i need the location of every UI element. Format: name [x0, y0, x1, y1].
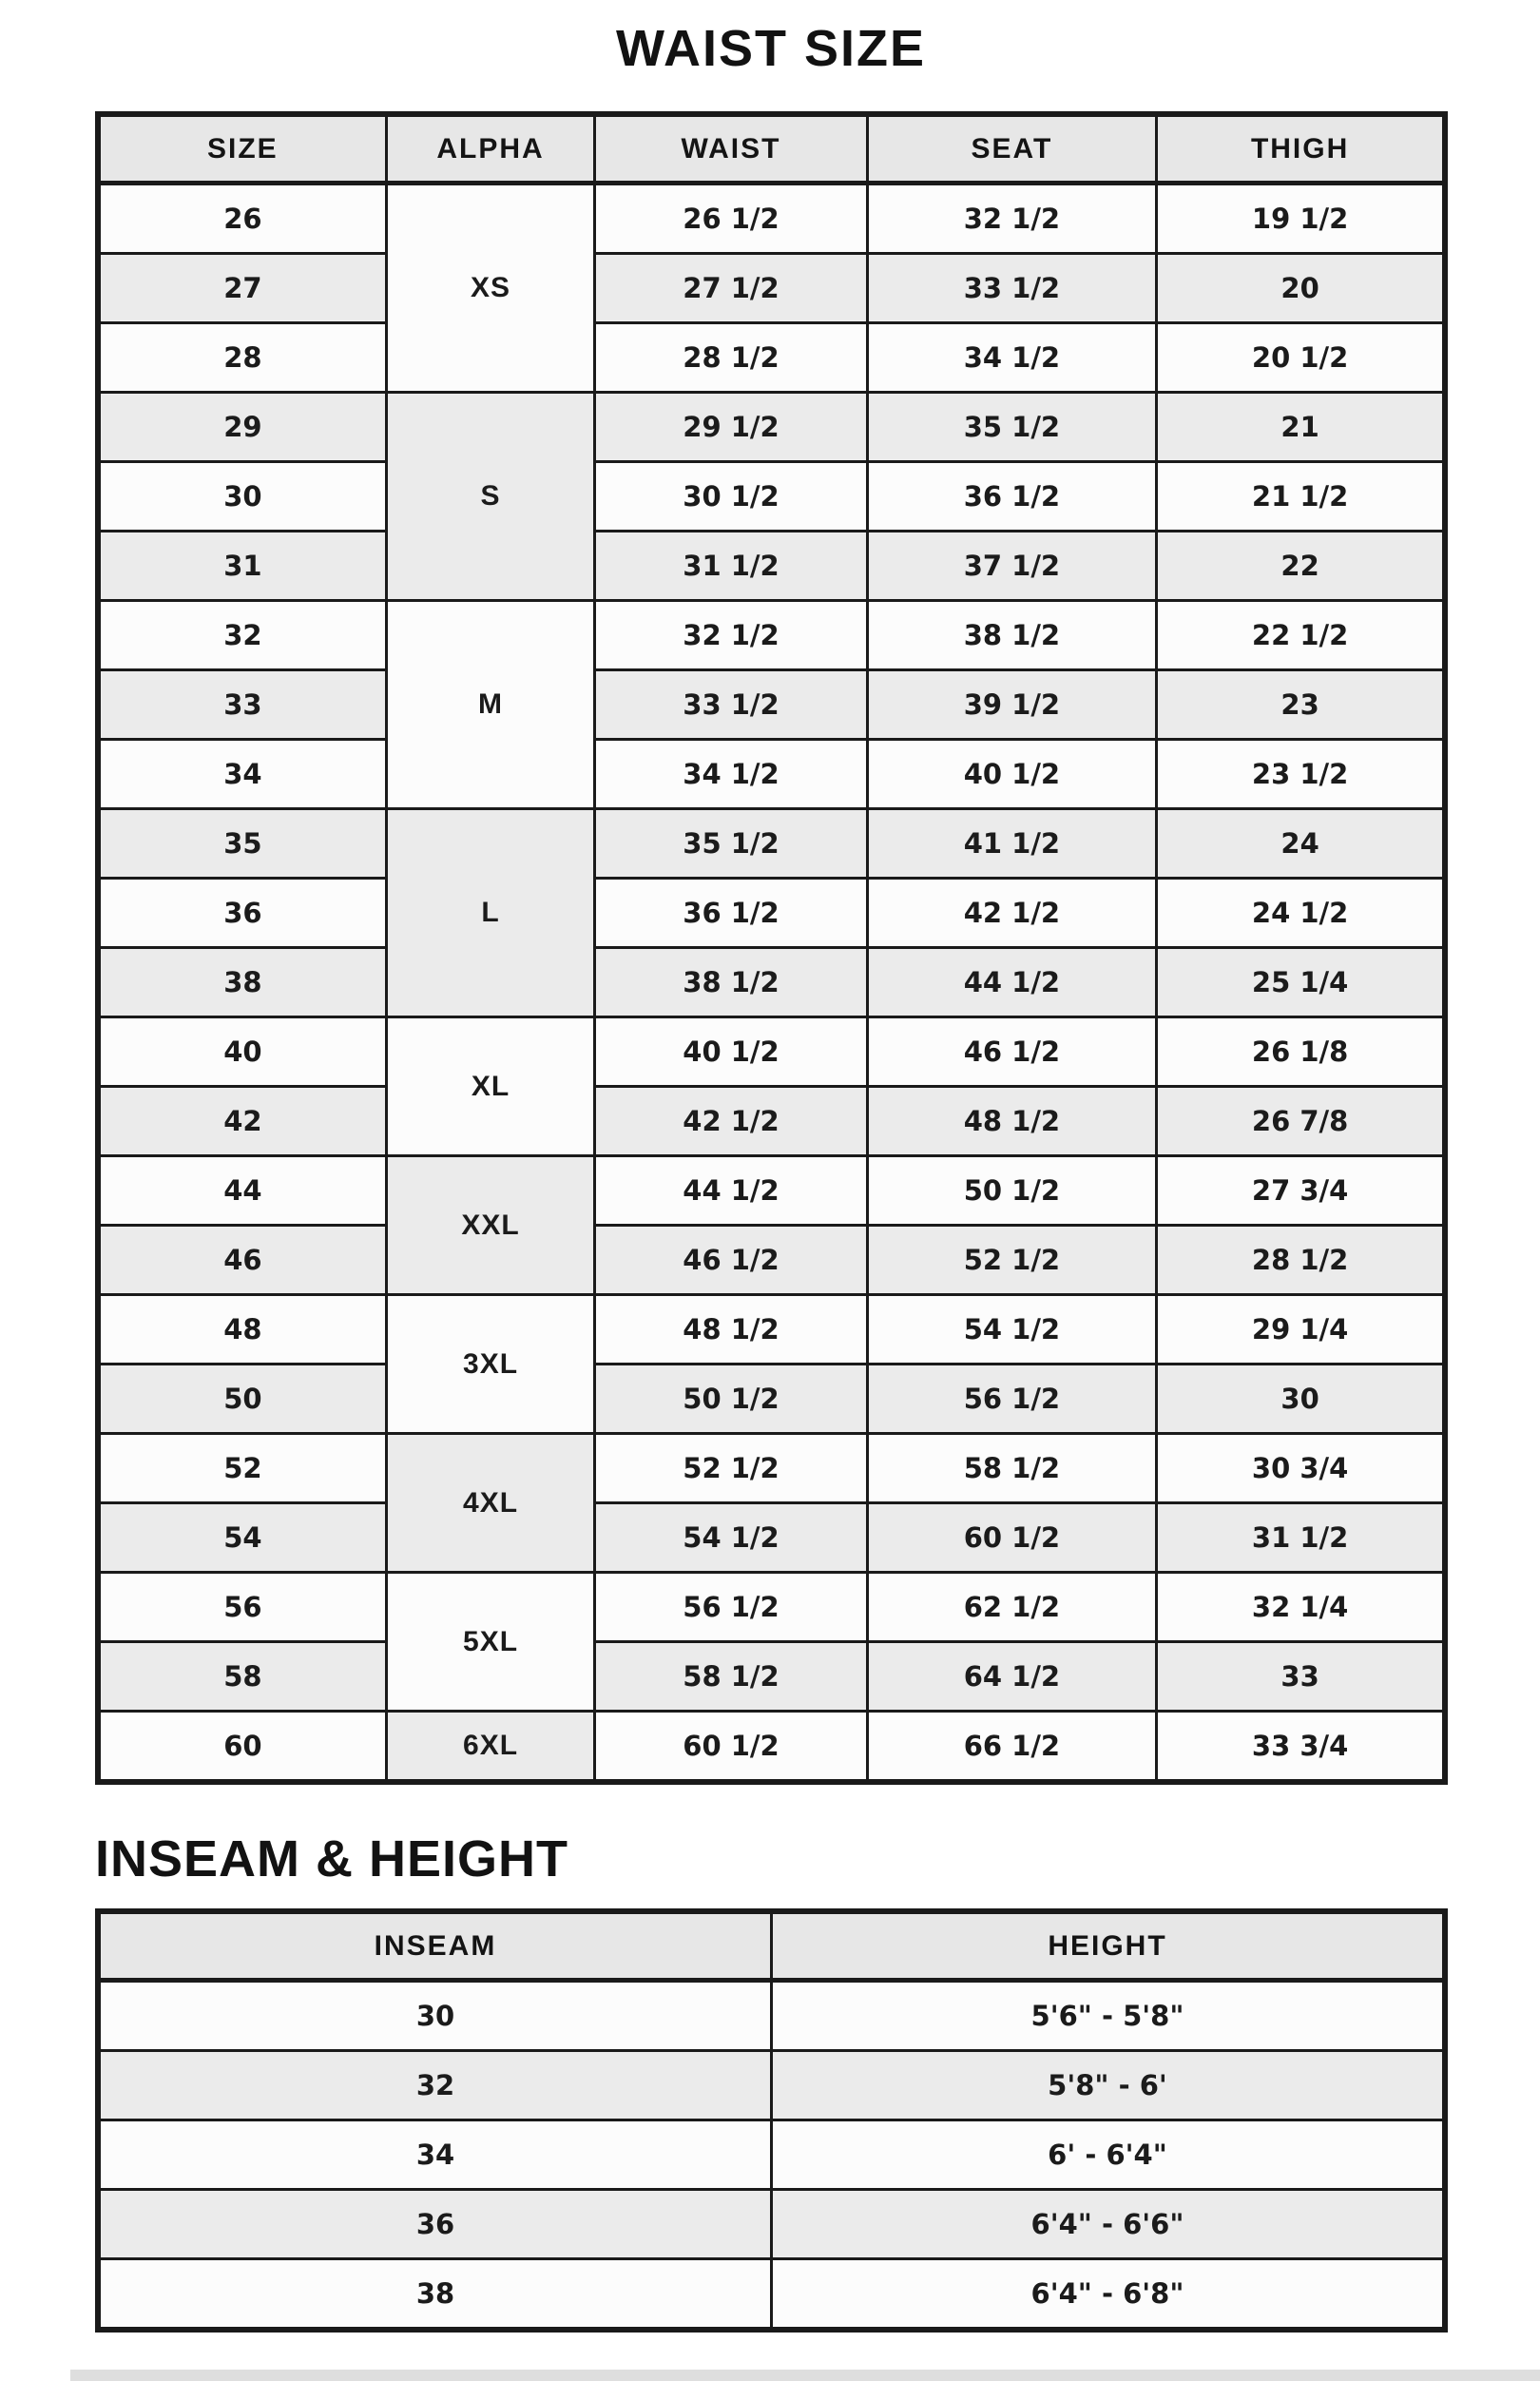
size-cell: 44 — [98, 1156, 386, 1226]
seat-cell: 60 1/2 — [867, 1503, 1157, 1573]
thigh-cell: 33 — [1157, 1642, 1445, 1712]
thigh-cell: 24 1/2 — [1157, 879, 1445, 948]
size-cell: 31 — [98, 532, 386, 601]
seat-cell: 46 1/2 — [867, 1017, 1157, 1087]
size-cell: 52 — [98, 1434, 386, 1503]
size-cell: 60 — [98, 1712, 386, 1783]
waist-cell: 27 1/2 — [595, 254, 867, 323]
page-title: WAIST SIZE — [615, 20, 927, 77]
size-cell: 36 — [98, 879, 386, 948]
seat-cell: 39 1/2 — [867, 670, 1157, 740]
waist-table-row — [98, 809, 1445, 879]
thigh-cell: 32 1/4 — [1157, 1573, 1445, 1642]
seat-cell: 33 1/2 — [867, 254, 1157, 323]
waist-table-row — [98, 948, 1445, 1017]
waist-cell: 31 1/2 — [595, 532, 867, 601]
alpha-cell: 6XL — [386, 1712, 595, 1783]
size-cell: 42 — [98, 1087, 386, 1156]
size-cell: 30 — [98, 462, 386, 532]
waist-cell: 50 1/2 — [595, 1365, 867, 1434]
alpha-cell: M — [386, 601, 595, 809]
seat-cell: 40 1/2 — [867, 740, 1157, 809]
inseam-table-row — [98, 2259, 1445, 2331]
seat-cell: 37 1/2 — [867, 532, 1157, 601]
seat-cell: 50 1/2 — [867, 1156, 1157, 1226]
waist-cell: 48 1/2 — [595, 1295, 867, 1365]
waist-table-row — [98, 601, 1445, 670]
waist-table-row — [98, 879, 1445, 948]
height-cell: 5'8" - 6' — [772, 2051, 1446, 2120]
thigh-cell: 21 — [1157, 393, 1445, 462]
alpha-cell: XL — [386, 1017, 595, 1156]
seat-cell: 64 1/2 — [867, 1642, 1157, 1712]
seat-cell: 54 1/2 — [867, 1295, 1157, 1365]
inseam-table-header — [98, 1911, 1445, 1981]
waist-table-row — [98, 532, 1445, 601]
thigh-cell: 21 1/2 — [1157, 462, 1445, 532]
waist-size-table — [95, 111, 1448, 1785]
header-thigh: THIGH — [1157, 114, 1445, 184]
size-cell: 38 — [98, 948, 386, 1017]
alpha-cell: S — [386, 393, 595, 601]
seat-cell: 44 1/2 — [867, 948, 1157, 1017]
waist-cell: 44 1/2 — [595, 1156, 867, 1226]
waist-table-header — [98, 114, 1445, 184]
thigh-cell: 26 1/8 — [1157, 1017, 1445, 1087]
waist-table-row — [98, 1226, 1445, 1295]
inseam-height-section-title: INSEAM & HEIGHT — [95, 1830, 569, 1887]
thigh-cell: 22 — [1157, 532, 1445, 601]
waist-cell: 54 1/2 — [595, 1503, 867, 1573]
size-cell: 26 — [98, 184, 386, 254]
thigh-cell: 30 — [1157, 1365, 1445, 1434]
inseam-cell: 32 — [98, 2051, 772, 2120]
seat-cell: 62 1/2 — [867, 1573, 1157, 1642]
size-cell: 27 — [98, 254, 386, 323]
size-cell: 40 — [98, 1017, 386, 1087]
waist-header-row — [98, 114, 1445, 184]
waist-table-row — [98, 1642, 1445, 1712]
size-cell: 35 — [98, 809, 386, 879]
thigh-cell: 33 3/4 — [1157, 1712, 1445, 1783]
thigh-cell: 25 1/4 — [1157, 948, 1445, 1017]
size-cell: 54 — [98, 1503, 386, 1573]
thigh-cell: 26 7/8 — [1157, 1087, 1445, 1156]
seat-cell: 34 1/2 — [867, 323, 1157, 393]
waist-table-body — [98, 184, 1445, 1783]
thigh-cell: 19 1/2 — [1157, 184, 1445, 254]
inseam-cell: 38 — [98, 2259, 772, 2331]
waist-cell: 30 1/2 — [595, 462, 867, 532]
thigh-cell: 20 — [1157, 254, 1445, 323]
thigh-cell: 28 1/2 — [1157, 1226, 1445, 1295]
seat-cell: 52 1/2 — [867, 1226, 1157, 1295]
seat-cell: 41 1/2 — [867, 809, 1157, 879]
waist-table-row — [98, 1503, 1445, 1573]
waist-table-row — [98, 1712, 1445, 1783]
waist-cell: 28 1/2 — [595, 323, 867, 393]
size-cell: 34 — [98, 740, 386, 809]
seat-cell: 56 1/2 — [867, 1365, 1157, 1434]
waist-table-row — [98, 1087, 1445, 1156]
size-cell: 46 — [98, 1226, 386, 1295]
waist-cell: 33 1/2 — [595, 670, 867, 740]
thigh-cell: 24 — [1157, 809, 1445, 879]
waist-cell: 35 1/2 — [595, 809, 867, 879]
waist-cell: 29 1/2 — [595, 393, 867, 462]
page-bottom-strip — [70, 2370, 1540, 2381]
size-cell: 33 — [98, 670, 386, 740]
waist-cell: 38 1/2 — [595, 948, 867, 1017]
seat-cell: 48 1/2 — [867, 1087, 1157, 1156]
size-cell: 58 — [98, 1642, 386, 1712]
thigh-cell: 23 1/2 — [1157, 740, 1445, 809]
inseam-table-row — [98, 2051, 1445, 2120]
waist-cell: 56 1/2 — [595, 1573, 867, 1642]
header-size: SIZE — [98, 114, 386, 184]
waist-table-row — [98, 393, 1445, 462]
waist-table-row — [98, 670, 1445, 740]
waist-table-row — [98, 740, 1445, 809]
waist-cell: 58 1/2 — [595, 1642, 867, 1712]
size-cell: 56 — [98, 1573, 386, 1642]
size-cell: 50 — [98, 1365, 386, 1434]
waist-cell: 46 1/2 — [595, 1226, 867, 1295]
seat-cell: 42 1/2 — [867, 879, 1157, 948]
height-cell: 6'4" - 6'8" — [772, 2259, 1446, 2331]
waist-table-row — [98, 1365, 1445, 1434]
size-cell: 32 — [98, 601, 386, 670]
waist-table-row — [98, 462, 1445, 532]
waist-cell: 40 1/2 — [595, 1017, 867, 1087]
height-cell: 6'4" - 6'6" — [772, 2190, 1446, 2259]
waist-table-row — [98, 1156, 1445, 1226]
waist-table-row — [98, 1017, 1445, 1087]
header-height: HEIGHT — [772, 1911, 1446, 1981]
inseam-table-row — [98, 2120, 1445, 2190]
thigh-cell: 20 1/2 — [1157, 323, 1445, 393]
alpha-cell: XXL — [386, 1156, 595, 1295]
waist-cell: 42 1/2 — [595, 1087, 867, 1156]
seat-cell: 36 1/2 — [867, 462, 1157, 532]
header-inseam: INSEAM — [98, 1911, 772, 1981]
inseam-table-body — [98, 1981, 1445, 2331]
waist-table-row — [98, 1434, 1445, 1503]
size-cell: 28 — [98, 323, 386, 393]
thigh-cell: 30 3/4 — [1157, 1434, 1445, 1503]
size-cell: 48 — [98, 1295, 386, 1365]
alpha-cell: 4XL — [386, 1434, 595, 1573]
thigh-cell: 22 1/2 — [1157, 601, 1445, 670]
waist-cell: 60 1/2 — [595, 1712, 867, 1783]
thigh-cell: 27 3/4 — [1157, 1156, 1445, 1226]
thigh-cell: 23 — [1157, 670, 1445, 740]
inseam-table-row — [98, 1981, 1445, 2051]
alpha-cell: 3XL — [386, 1295, 595, 1434]
alpha-cell: XS — [386, 184, 595, 393]
waist-table-row — [98, 323, 1445, 393]
seat-cell: 35 1/2 — [867, 393, 1157, 462]
header-seat: SEAT — [867, 114, 1157, 184]
seat-cell: 38 1/2 — [867, 601, 1157, 670]
thigh-cell: 31 1/2 — [1157, 1503, 1445, 1573]
alpha-cell: 5XL — [386, 1573, 595, 1712]
inseam-cell: 30 — [98, 1981, 772, 2051]
waist-cell: 36 1/2 — [595, 879, 867, 948]
alpha-cell: L — [386, 809, 595, 1017]
header-alpha: ALPHA — [386, 114, 595, 184]
seat-cell: 58 1/2 — [867, 1434, 1157, 1503]
waist-cell: 26 1/2 — [595, 184, 867, 254]
size-cell: 29 — [98, 393, 386, 462]
inseam-cell: 36 — [98, 2190, 772, 2259]
inseam-cell: 34 — [98, 2120, 772, 2190]
waist-cell: 34 1/2 — [595, 740, 867, 809]
thigh-cell: 29 1/4 — [1157, 1295, 1445, 1365]
waist-table-row — [98, 1573, 1445, 1642]
waist-table-row — [98, 184, 1445, 254]
height-cell: 6' - 6'4" — [772, 2120, 1446, 2190]
seat-cell: 32 1/2 — [867, 184, 1157, 254]
waist-cell: 52 1/2 — [595, 1434, 867, 1503]
inseam-header-row — [98, 1911, 1445, 1981]
waist-cell: 32 1/2 — [595, 601, 867, 670]
waist-table-row — [98, 1295, 1445, 1365]
waist-table-row — [98, 254, 1445, 323]
header-waist: WAIST — [595, 114, 867, 184]
seat-cell: 66 1/2 — [867, 1712, 1157, 1783]
inseam-height-table — [95, 1908, 1448, 2333]
height-cell: 5'6" - 5'8" — [772, 1981, 1446, 2051]
inseam-table-row — [98, 2190, 1445, 2259]
